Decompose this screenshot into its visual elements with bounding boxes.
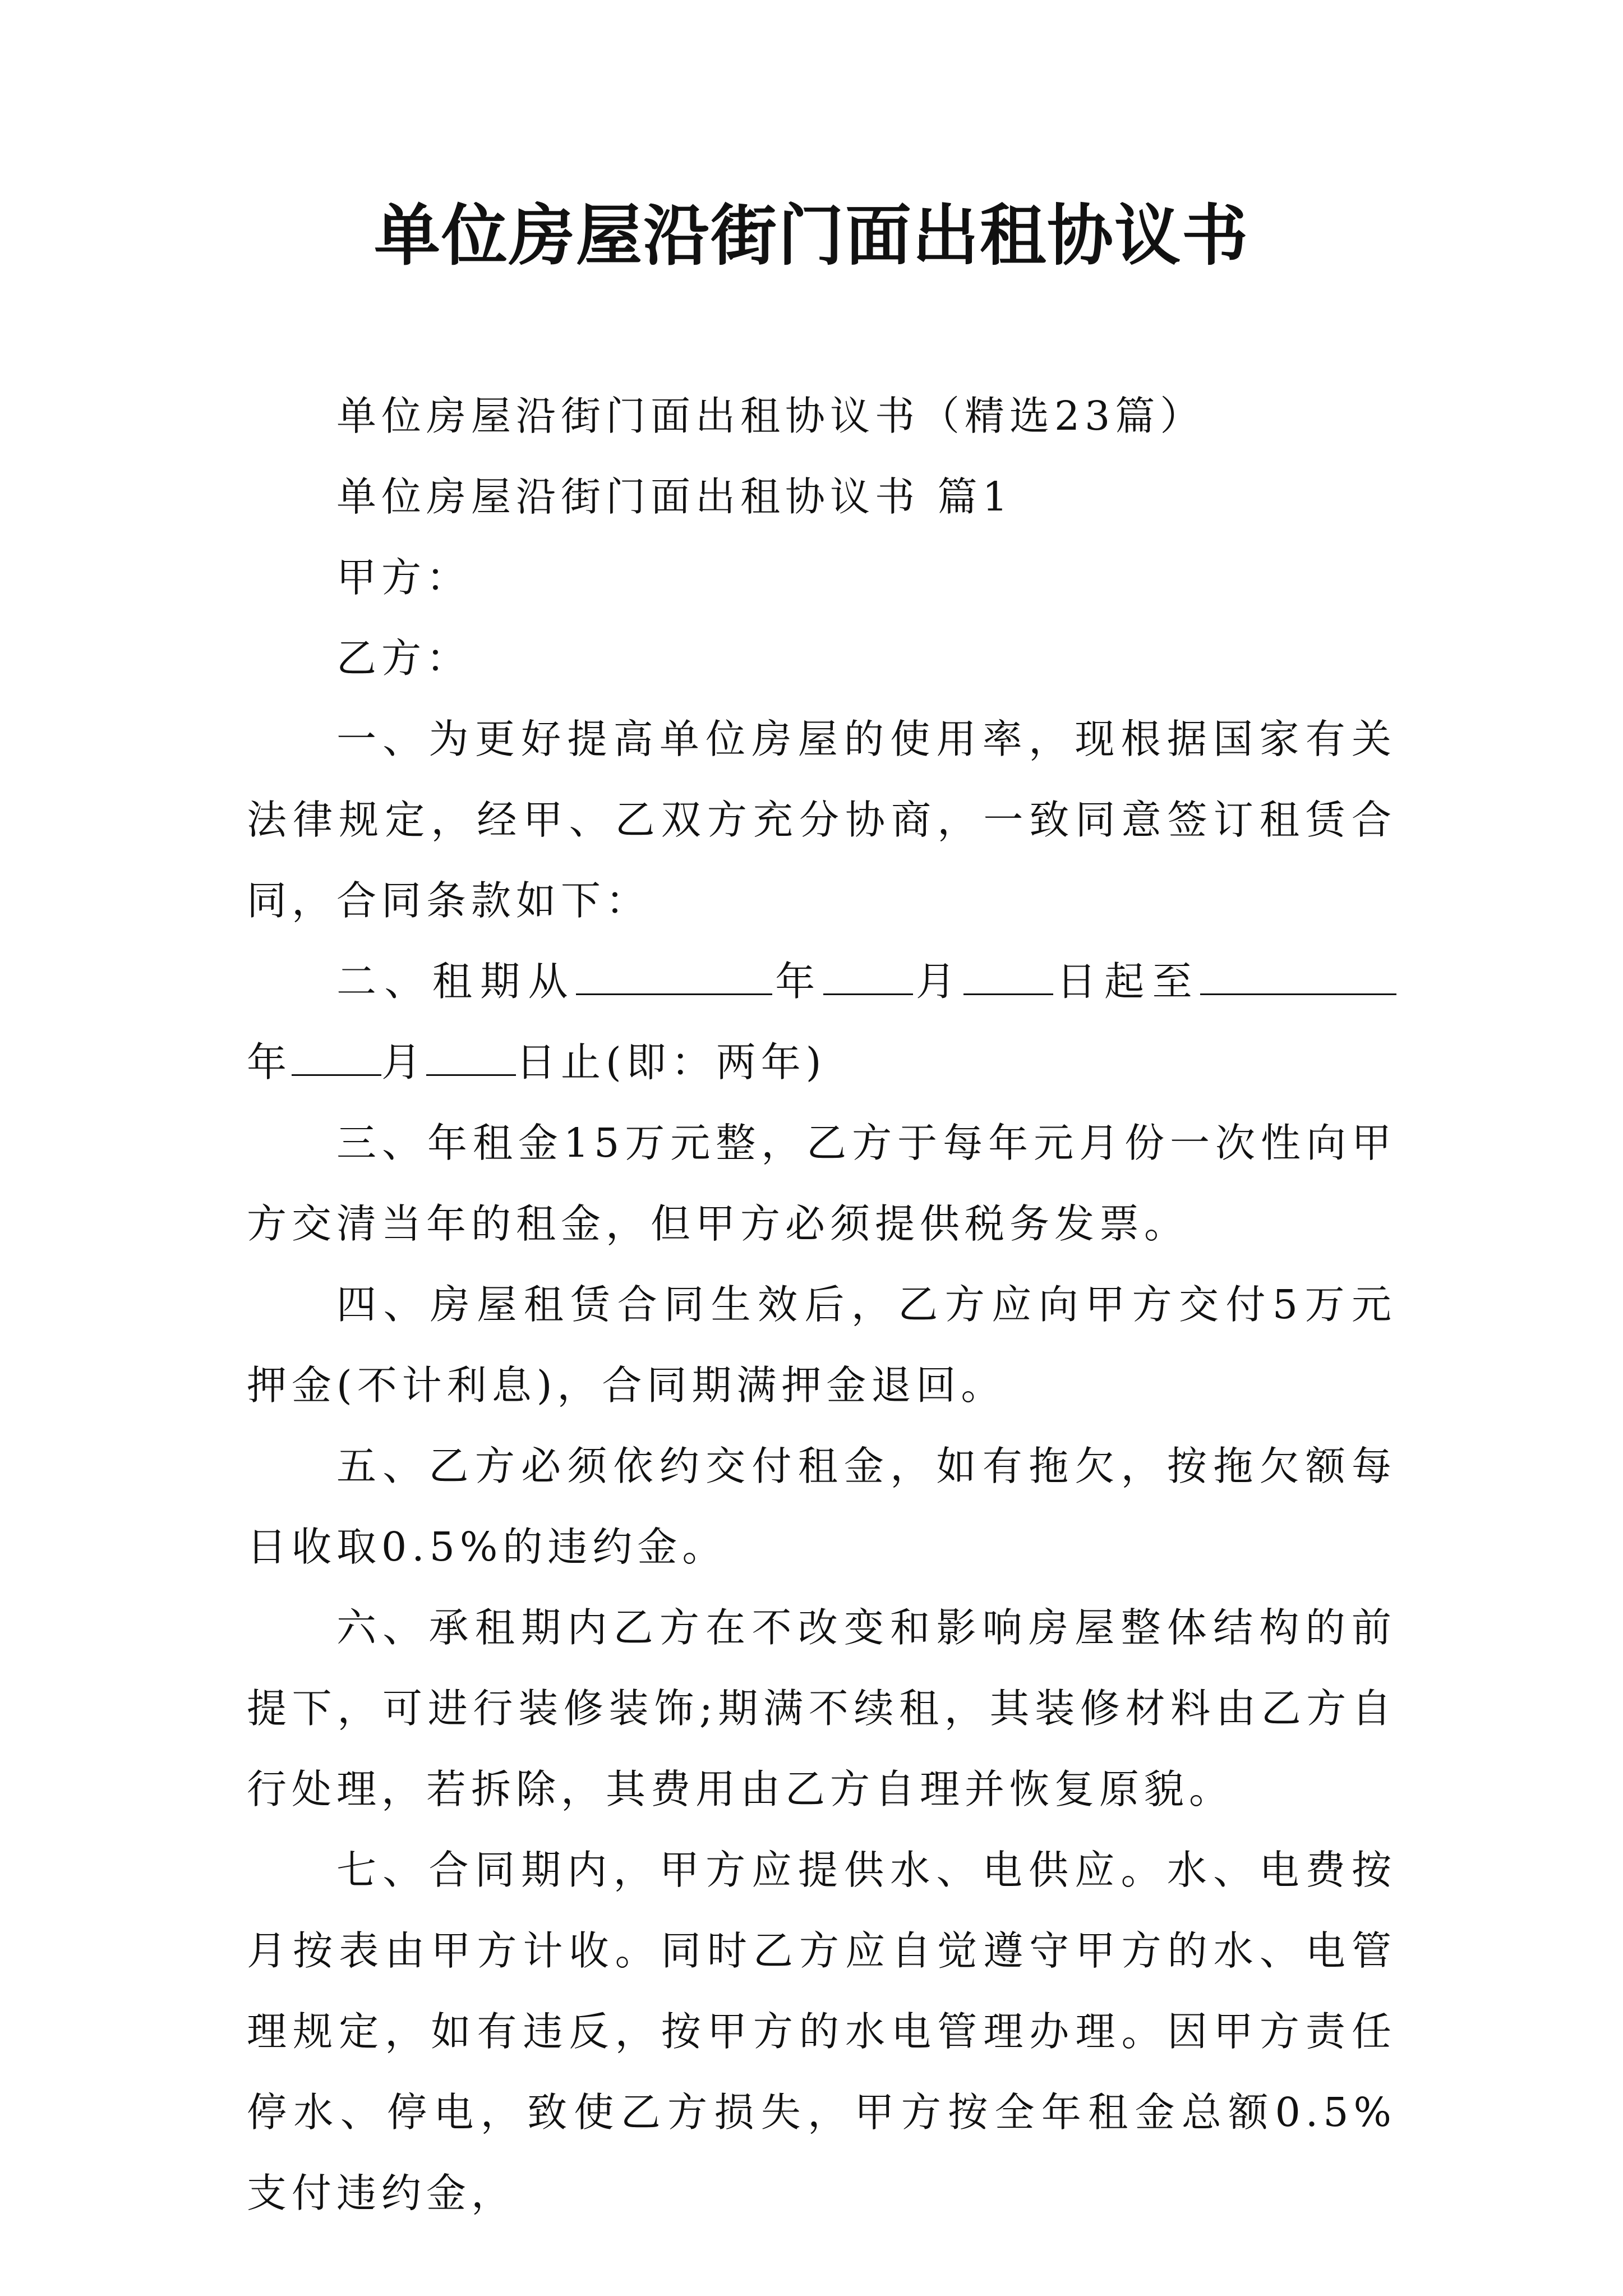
clause-5: 五、乙方必须依约交付租金，如有拖欠，按拖欠额每日收取0.5%的违约金。 <box>247 1443 1396 1570</box>
clause-2-month1: 月 <box>912 958 964 1005</box>
document-body <box>247 376 1396 2234</box>
section-heading: 单位房屋沿街门面出租协议书 篇1 <box>336 473 1013 520</box>
blank-end-month <box>292 1034 381 1076</box>
clause-7: 七、合同期内，甲方应提供水、电供应。水、电费按月按表由甲方计收。同时乙方应自觉遵守甲方的水、电管理规定，如有违反，按甲方的水电管理办理。因甲方责任停水、停电，致使乙方损失，甲方按全年租金总额0.5%支付违约金， <box>247 1847 1396 2216</box>
clause-2-year2: 年 <box>247 1039 292 1085</box>
blank-start-month <box>823 953 913 995</box>
clause-4: 四、房屋租赁合同生效后，乙方应向甲方交付5万元押金(不计利息)，合同期满押金退回。 <box>247 1281 1396 1409</box>
clause-2-prefix: 二、租期从 <box>336 958 576 1005</box>
blank-start-year <box>576 953 772 995</box>
clause-2-month2: 月 <box>381 1039 427 1085</box>
blank-end-year <box>1200 953 1396 995</box>
document-title: 单位房屋沿街门面出租协议书 <box>374 196 1249 274</box>
clause-2-day2: 日止(即：两年) <box>516 1039 827 1085</box>
clause-2 <box>247 941 1396 1103</box>
clause-2-year1: 年 <box>772 958 823 1005</box>
clause-6: 六、承租期内乙方在不改变和影响房屋整体结构的前提下，可进行装修装饰;期满不续租，其装修材料由乙方自行处理，若拆除，其费用由乙方自理并恢复原貌。 <box>247 1604 1396 1812</box>
party-a-line: 甲方： <box>336 554 472 601</box>
document-subtitle: 单位房屋沿街门面出租协议书（精选23篇） <box>336 393 1205 439</box>
clause-3: 三、年租金15万元整，乙方于每年元月份一次性向甲方交清当年的租金，但甲方必须提供税务发票。 <box>247 1120 1396 1247</box>
clause-2-day1: 日起至 <box>1053 958 1200 1005</box>
party-b-line: 乙方： <box>336 635 472 682</box>
clause-1: 一、为更好提高单位房屋的使用率，现根据国家有关法律规定，经甲、乙双方充分协商，一致同意签订租赁合同，合同条款如下： <box>247 716 1396 924</box>
blank-start-day <box>963 953 1053 995</box>
blank-end-day <box>426 1034 516 1076</box>
